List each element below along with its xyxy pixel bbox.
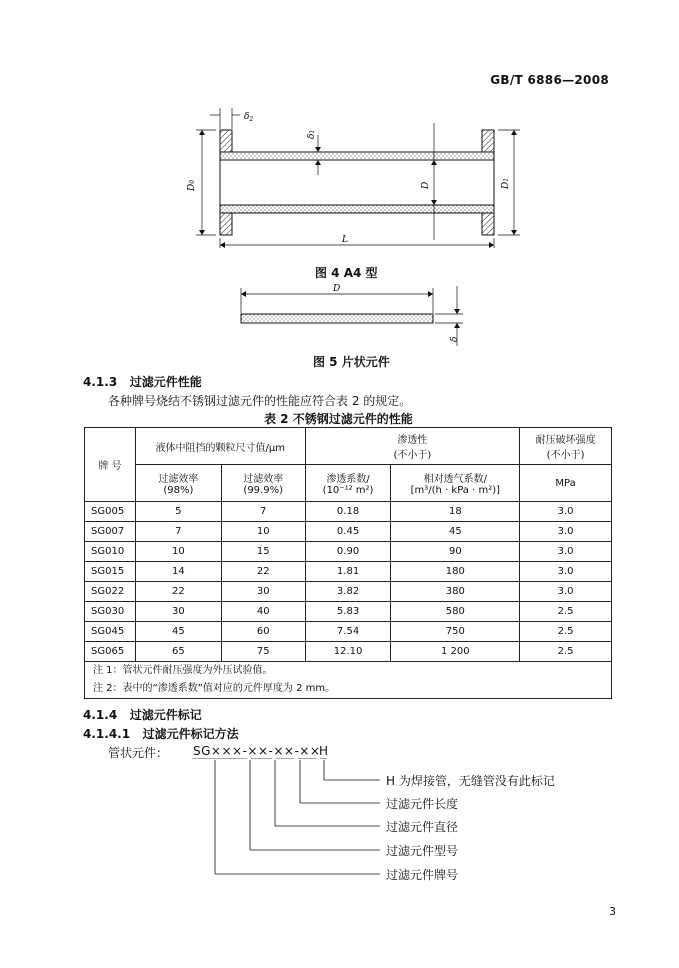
table-cell: 2.5 (520, 622, 612, 642)
header-eff-98: 过滤效率 (98%) (135, 465, 221, 502)
table-cell: 380 (391, 582, 520, 602)
right-flange-top (482, 130, 494, 152)
table-cell: 2.5 (520, 602, 612, 622)
section-number: 4.1.3 (83, 375, 118, 389)
section-4-1-4-1-heading (83, 725, 239, 742)
table-cell: 3.0 (520, 522, 612, 542)
table-row (85, 522, 612, 542)
table-row (85, 642, 612, 662)
table-cell: 7.54 (305, 622, 391, 642)
table-cell: 60 (221, 622, 305, 642)
note-2: 注 2：表中的“渗透系数”值对应的元件厚度为 2 mm。 (93, 683, 336, 694)
header-permeability: 渗透性 (不小于) (305, 428, 520, 465)
marking-label-diameter: 过滤元件直径 (386, 820, 459, 834)
table-cell: SG045 (85, 622, 136, 642)
table-cell: 75 (221, 642, 305, 662)
table-row (85, 602, 612, 622)
table-cell: 3.0 (520, 582, 612, 602)
table-cell: SG007 (85, 522, 136, 542)
table-cell: 30 (135, 602, 221, 622)
section-title: 过滤元件标记 (129, 708, 202, 722)
header-particle-size: 液体中阻挡的颗粒尺寸值/μm (135, 428, 305, 465)
table-cell: SG015 (85, 562, 136, 582)
table-cell: 10 (221, 522, 305, 542)
table-cell: 90 (391, 542, 520, 562)
svg-text:δ2: $\delta_2$ (244, 112, 254, 123)
section-number: 4.1.4.1 (83, 727, 131, 741)
table-2-title: 表 2 不锈钢过滤元件的性能 (264, 412, 413, 426)
svg-text:D0: D0 (187, 179, 197, 191)
header-eff-999: 过滤效率 (99.9%) (221, 465, 305, 502)
table-cell: 45 (391, 522, 520, 542)
table-cell: 1.81 (305, 562, 391, 582)
table-cell: 22 (135, 582, 221, 602)
table-row (85, 502, 612, 522)
section-title: 过滤元件性能 (129, 375, 202, 389)
left-flange-top (220, 130, 232, 152)
section-number: 4.1.4 (83, 708, 118, 722)
svg-text:D1: D1 (501, 177, 511, 189)
table-notes (85, 662, 612, 699)
table-2 (84, 427, 612, 699)
header-brand: 牌 号 (85, 428, 136, 502)
table-cell: SG005 (85, 502, 136, 522)
marking-leader-lines (190, 758, 390, 883)
tube-wall-top (220, 152, 494, 160)
table-cell: 45 (135, 622, 221, 642)
table-cell: 18 (391, 502, 520, 522)
table-row (85, 562, 612, 582)
section-4-1-4-heading (83, 706, 202, 723)
svg-text:D: D (421, 181, 431, 189)
table-cell: 0.90 (305, 542, 391, 562)
table-cell: 5.83 (305, 602, 391, 622)
table-cell: 14 (135, 562, 221, 582)
header-air-perm: 相对透气系数/ [m³/(h · kPa · m²)] (391, 465, 520, 502)
left-flange-bottom (220, 213, 232, 235)
table-cell: 22 (221, 562, 305, 582)
table-cell: 3.0 (520, 562, 612, 582)
figure-5-drawing (235, 280, 475, 348)
sheet-element (241, 314, 433, 323)
table-cell: 3.0 (520, 542, 612, 562)
table-cell: 40 (221, 602, 305, 622)
page-number: 3 (609, 905, 616, 918)
standard-number: GB/T 6886—2008 (490, 73, 609, 87)
tube-wall-bottom (220, 205, 494, 213)
table-cell: 1 200 (391, 642, 520, 662)
marking-label-brand: 过滤元件牌号 (386, 868, 459, 882)
table-row (85, 582, 612, 602)
figure-5-caption: 图 5 片状元件 (313, 355, 390, 369)
svg-text:D: D (333, 284, 341, 294)
header-mpa: MPa (520, 465, 612, 502)
table-cell: 30 (221, 582, 305, 602)
table-row (85, 542, 612, 562)
table-cell: 0.45 (305, 522, 391, 542)
table-cell: 5 (135, 502, 221, 522)
figure-4-drawing (180, 105, 530, 260)
table-cell: 0.18 (305, 502, 391, 522)
svg-text:δ1: δ1 (307, 129, 317, 139)
header-burst-strength: 耐压破坏强度 (不小于) (520, 428, 612, 465)
table-cell: 7 (221, 502, 305, 522)
section-title: 过滤元件标记方法 (142, 727, 239, 741)
right-flange-bottom (482, 213, 494, 235)
marking-suffix: H (319, 744, 329, 758)
table-cell: 15 (221, 542, 305, 562)
svg-text:L: L (342, 235, 348, 245)
table-cell: SG010 (85, 542, 136, 562)
header-perm-coef: 渗透系数/ (10⁻¹² m²) (305, 465, 391, 502)
table-cell: 12.10 (305, 642, 391, 662)
table-row (85, 622, 612, 642)
table-cell: 580 (391, 602, 520, 622)
marking-label-h: H 为焊接管，无缝管没有此标记 (386, 774, 555, 788)
section-4-1-3-heading (83, 373, 202, 390)
marking-label-model: 过滤元件型号 (386, 844, 459, 858)
table-cell: 750 (391, 622, 520, 642)
figure-4-caption: 图 4 A4 型 (315, 266, 378, 280)
table-cell: SG022 (85, 582, 136, 602)
table-cell: 7 (135, 522, 221, 542)
table-cell: 10 (135, 542, 221, 562)
table-cell: 65 (135, 642, 221, 662)
svg-text:δ: δ (450, 336, 460, 342)
table-cell: 3.0 (520, 502, 612, 522)
table-cell: 180 (391, 562, 520, 582)
table-cell: SG065 (85, 642, 136, 662)
note-1: 注 1：管状元件耐压强度为外压试验值。 (93, 665, 273, 676)
table-cell: SG030 (85, 602, 136, 622)
marking-prefix: 管状元件： (108, 746, 169, 760)
marking-code: SG×××-××-××-×× (193, 744, 321, 758)
section-4-1-3-text: 各种牌号烧结不锈钢过滤元件的性能应符合表 2 的规定。 (108, 394, 412, 408)
table-cell: 2.5 (520, 642, 612, 662)
marking-label-length: 过滤元件长度 (386, 797, 459, 811)
table-cell: 3.82 (305, 582, 391, 602)
